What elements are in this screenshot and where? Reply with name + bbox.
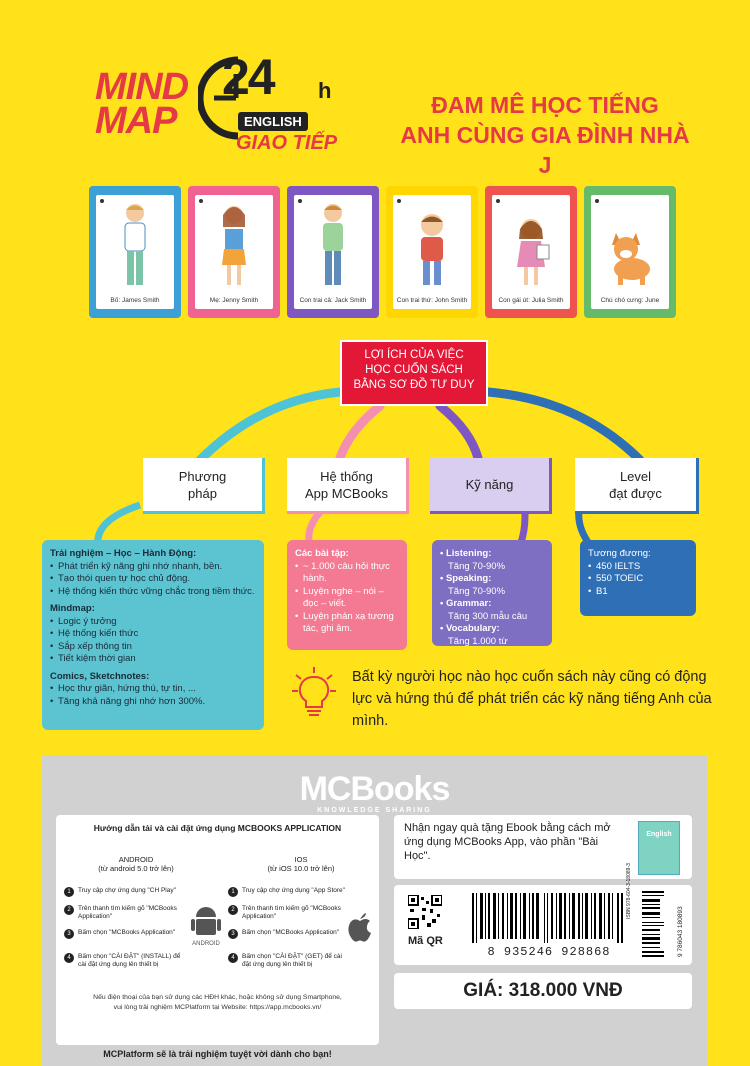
android-heading: ANDROID (từ android 5.0 trở lên) [98,855,174,873]
qr-code-icon [408,895,442,929]
publisher-logo: MCBooks [299,770,450,808]
barcode-box [394,863,692,965]
ios-steps: 1 Truy cập chợ ứng dụng "App Store" 2 Trên thanh tìm kiếm gõ "MCBooks Application" 3 Bấm chọn "MCBooks Application" 4 Bấm chọn "CÀI ĐẶT" (GET) để cài đặt ứng dụng lên thiết bị [228,887,348,977]
ebook-cover-thumbnail: English [638,821,680,875]
guide-note: Nếu điện thoại của bạn sử dụng các HĐH khác, hoặc không sử dụng Smartphone, vui lòng trải nghiệm MCPlatform tại Website: https://app.mcbooks.vn/ [93,994,342,1011]
isbn-number: 9 786043 180893 [677,906,684,957]
barcode-number: 8 935246 928868 [487,945,611,959]
level-panel: Tương đương: • 450 IELTS • 550 TOEIC • B1 [580,540,696,616]
mindmap-center-title: LỢI ÍCH CỦA VIỆC HỌC CUỐN SÁCH BẰNG SƠ ĐỒ TƯ DUY [340,340,488,406]
lightbulb-icon [290,665,338,721]
logo-24: 24 [222,49,274,105]
character-card-second-son: Con trai thứ: John Smith [386,186,478,318]
publisher-tagline: KNOWLEDGE SHARING [317,807,432,814]
branch-level: Level đạt được [575,458,699,514]
character-card-daughter: Con gái út: Julia Smith [485,186,577,318]
isbn-barcode [642,891,664,957]
ean-barcode [472,893,624,943]
logo-mind-text: MIND MAP [95,66,189,142]
character-card-eldest-son: Con trai cả: Jack Smith [287,186,379,318]
guide-footer: MCPlatform sẽ là trải nghiệm tuyệt vời dành cho bạn! [103,1049,332,1059]
character-card-dog: Chú chó cưng: June [584,186,676,318]
logo-english-badge: ENGLISH [238,112,308,131]
android-logo-icon [188,903,224,947]
app-guide-box [56,815,379,1045]
app-panel: Các bài tập: • ~ 1.000 câu hỏi thực hành. • Luyện nghe – nói – đọc – viết. • Luyện phản xạ tương tác, ghi âm. [287,540,407,650]
method-panel: Trải nghiệm – Học – Hành Động: • Phát triển kỹ năng ghi nhớ nhanh, bền. • Tạo thói quen tự học chủ động. • Hệ thống kiến thức vững chắc trong tiềm thức. Mindmap: • Logic ý tưởng • Hệ thống kiến thức • Sắp xếp thông tin • Tiết kiệm thời gian Comics, Sketchnotes: • Học thư giãn, hứng thú, tự tin, ... • Tăng khả năng ghi nhớ hơn 300%. [42,540,264,730]
svg-text:ANDROID: ANDROID [192,941,220,947]
isbn-label: ISBN 978-604-3-18089-3 [626,863,632,919]
bottom-panel [42,755,707,1066]
character-card-father: Bố: James Smith [89,186,181,318]
apple-logo-icon [346,911,374,943]
price-label: GIÁ: 318.000 VNĐ [394,973,692,1009]
guide-title: Hướng dẫn tải và cài đặt ứng dụng MCBOOKS APPLICATION [93,823,342,833]
slogan: ĐAM MÊ HỌC TIẾNG ANH CÙNG GIA ĐÌNH NHÀ J [400,92,690,178]
android-steps: 1 Truy cập chợ ứng dụng "CH Play" 2 Trên thanh tìm kiếm gõ "MCBooks Application" 3 Bấm chọn "MCBooks Application" 4 Bấm chọn "CÀI ĐẶT" (INSTALL) để cài đặt ứng dụng lên thiết bị [64,887,184,977]
branch-app: Hệ thống App MCBooks [287,458,409,514]
logo-giao-tiep: GIAO TIẾP [236,132,338,154]
gift-box: Nhận ngay quà tặng Ebook bằng cách mở ứng dụng MCBooks App, vào phần "Bài Học". English [394,815,692,879]
branch-method: Phương pháp [143,458,265,514]
branch-skills: Kỹ năng [430,458,552,514]
ios-heading: IOS (từ iOS 10.0 trở lên) [267,855,335,873]
character-card-mother: Mẹ: Jenny Smith [188,186,280,318]
skills-panel: • Listening: Tăng 70-90% • Speaking: Tăng 70-90% • Grammar: Tăng 300 mẫu câu • Vocabulary: Tăng 1.000 từ [432,540,552,646]
qr-label: Mã QR [408,935,443,947]
logo-h: h [318,78,332,103]
tip-text: Bất kỳ người học nào học cuốn sách này cũng có động lực và hứng thú để phát triển các kỹ năng tiếng Anh của mình. [352,669,712,729]
